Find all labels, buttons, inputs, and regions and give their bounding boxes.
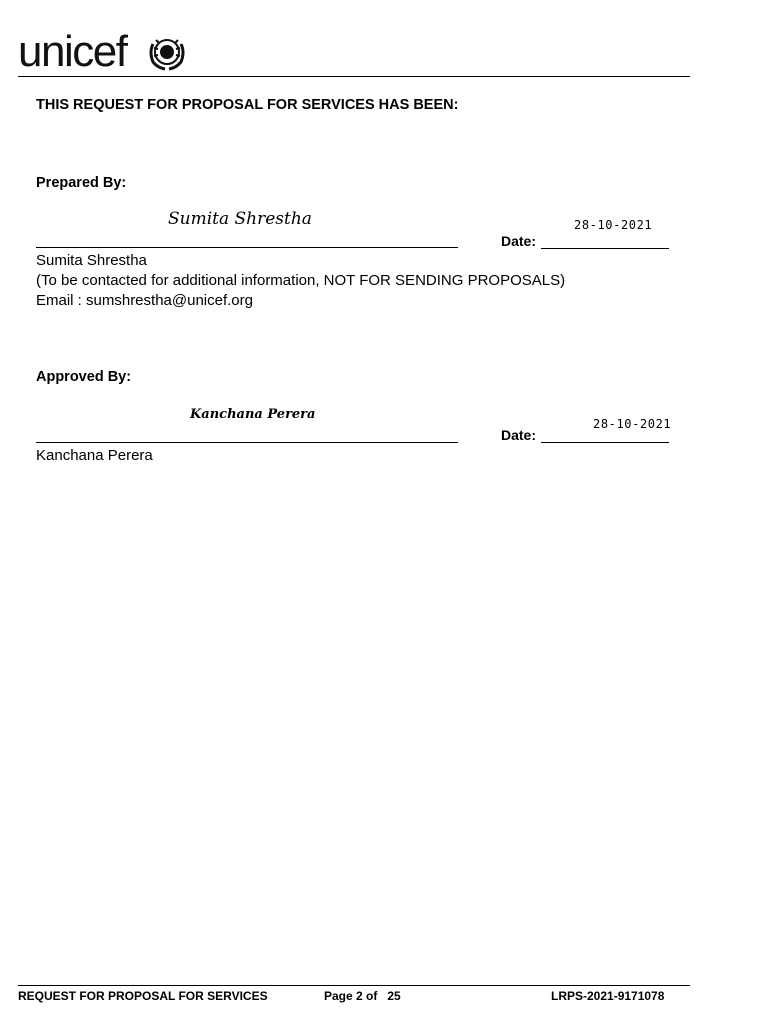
prepared-signature: Sumita Shrestha [168, 209, 312, 229]
prepared-note: (To be contacted for additional information, NOT FOR SENDING PROPOSALS) [36, 272, 566, 289]
approved-by-label: Approved By: [36, 369, 132, 385]
footer-page-number: Page 2 of 25 [324, 989, 401, 1003]
approved-name: Kanchana Perera [36, 447, 153, 464]
prepared-email: Email : sumshrestha@unicef.org [36, 292, 253, 309]
prepared-signature-line [36, 247, 458, 248]
approved-date-line [541, 442, 669, 443]
prepared-date-line [541, 248, 669, 249]
prepared-by-label: Prepared By: [36, 175, 127, 191]
footer-divider [18, 985, 690, 986]
logo-wordmark: unicef [18, 27, 127, 76]
approved-signature: Kanchana Perera [190, 407, 316, 422]
un-emblem-icon [146, 32, 188, 72]
approved-date-label: Date: [501, 427, 537, 443]
approved-date-value: 28-10-2021 [593, 417, 672, 431]
approved-signature-line [36, 442, 458, 443]
page-heading: THIS REQUEST FOR PROPOSAL FOR SERVICES HAS BEEN: [36, 97, 459, 113]
footer-reference: LRPS-2021-9171078 [551, 989, 665, 1003]
prepared-date-value: 28-10-2021 [574, 218, 653, 232]
header-divider [18, 76, 690, 77]
prepared-date-label: Date: [501, 233, 537, 249]
footer-title: REQUEST FOR PROPOSAL FOR SERVICES [18, 989, 268, 1003]
prepared-name: Sumita Shrestha [36, 252, 147, 269]
